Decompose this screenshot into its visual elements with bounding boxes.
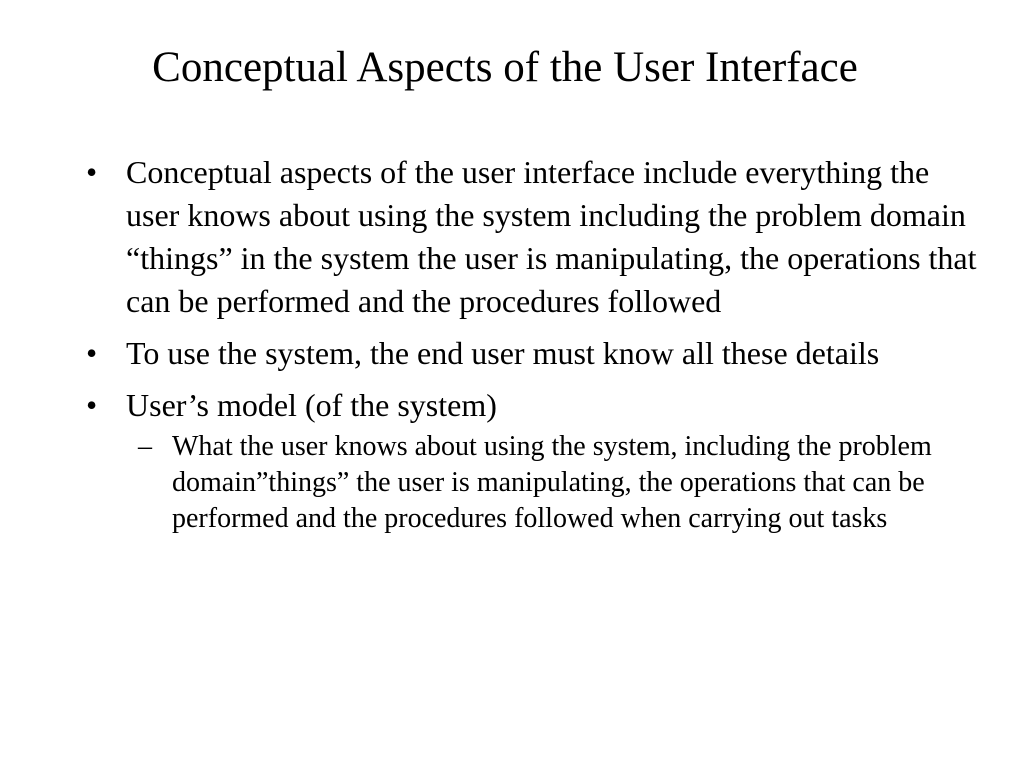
bullet-marker: •: [86, 387, 98, 423]
bullet-marker: •: [86, 154, 98, 190]
bullet-text: Conceptual aspects of the user interface include everything the user knows about using the system including the problem domain “things” in the system the user is manipulating, the operations that can be performed and the procedures followed: [126, 154, 977, 319]
slide-body: [84, 151, 984, 537]
bullet-item: [84, 151, 984, 323]
bullet-text: User’s model (of the system): [126, 387, 497, 423]
sub-bullet-text: What the user knows about using the system, including the problem domain”things” the user is manipulating, the operations that can be performed and the procedures followed when carrying out tasks: [172, 431, 932, 534]
bullet-item: [84, 384, 984, 427]
bullet-item: [84, 332, 984, 375]
slide-title: Conceptual Aspects of the User Interface: [152, 44, 858, 91]
sub-bullet-item: [84, 429, 984, 537]
bullet-marker: •: [86, 335, 98, 371]
sub-bullet-marker: –: [138, 431, 152, 462]
bullet-text: To use the system, the end user must know all these details: [126, 335, 880, 371]
